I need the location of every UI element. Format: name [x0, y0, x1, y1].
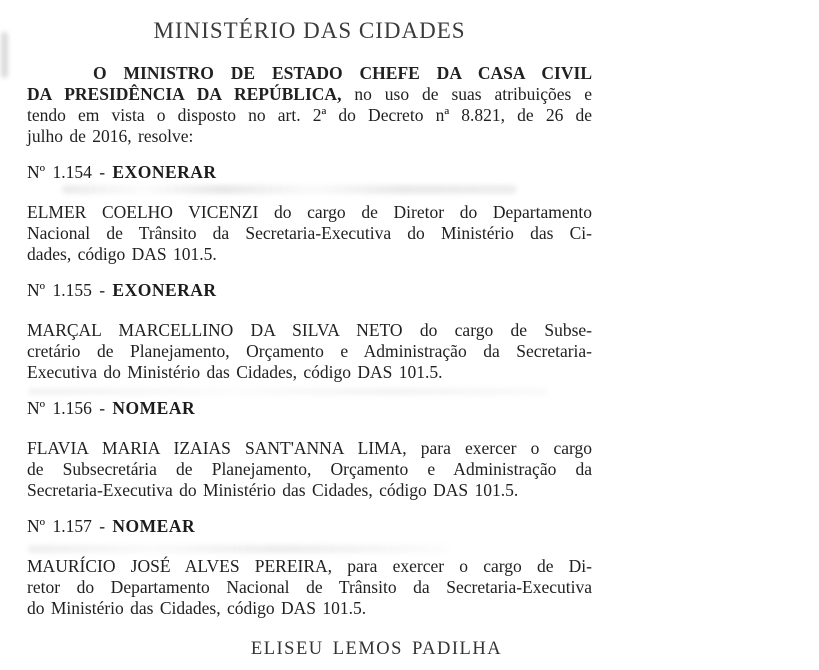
ordinance-number: Nº 1.156 -	[27, 398, 113, 418]
body-line: O MINISTRO DE ESTADO CHEFE DA CASA CIVIL	[93, 63, 592, 83]
body-line: de Subsecretária de Planejamento, Orçamento e Administração da	[27, 459, 592, 479]
intro-paragraph	[27, 63, 592, 147]
body-line: FLAVIA MARIA IZAIAS SANT'ANNA LIMA, para exercer o cargo	[27, 438, 592, 458]
body-line: MAURÍCIO JOSÉ ALVES PEREIRA, para exercer o cargo de Di-	[27, 556, 592, 576]
ordinance-body-1156	[27, 438, 592, 501]
ordinance-body-1155	[27, 320, 592, 383]
ordinance-number: Nº 1.154 -	[27, 162, 113, 182]
scan-artifact	[1, 32, 8, 78]
body-line: Secretaria-Executiva do Ministério das Cidades, código DAS 101.5.	[27, 480, 519, 500]
ordinance-body-1154	[27, 202, 592, 265]
ordinance-body-1157	[27, 556, 592, 619]
ordinance-heading-1156	[27, 398, 592, 419]
body-line: dades, código DAS 101.5.	[27, 244, 217, 264]
body-line: tendo em vista o disposto no art. 2ª do Decreto nª 8.821, de 26 de	[27, 105, 592, 125]
body-line: DA PRESIDÊNCIA DA REPÚBLICA, no uso de suas atribuições e	[27, 84, 592, 104]
doc-title: MINISTÉRIO DAS CIDADES	[153, 18, 466, 43]
ordinance-action: EXONERAR	[112, 280, 217, 300]
signature-name: ELISEU LEMOS PADILHA	[250, 639, 503, 659]
ordinance-action: EXONERAR	[112, 162, 217, 182]
ordinance-number: Nº 1.157 -	[27, 516, 113, 536]
body-line: julho de 2016, resolve:	[27, 126, 194, 146]
ordinance-number: Nº 1.155 -	[27, 280, 113, 300]
ordinance-heading-1155	[27, 280, 592, 301]
body-line: MARÇAL MARCELLINO DA SILVA NETO do cargo de Subse-	[27, 320, 592, 340]
ordinance-action: NOMEAR	[112, 398, 196, 418]
body-line: Nacional de Trânsito da Secretaria-Executiva do Ministério das Ci-	[27, 223, 592, 243]
body-line: Executiva do Ministério das Cidades, código DAS 101.5.	[27, 362, 443, 382]
body-line: cretário de Planejamento, Orçamento e Administração da Secretaria-	[27, 341, 592, 361]
ordinance-heading-1157	[27, 516, 592, 537]
ordinance-action: NOMEAR	[112, 516, 196, 536]
body-line: do Ministério das Cidades, código DAS 101.5.	[27, 598, 367, 618]
ordinance-heading-1154	[27, 162, 592, 183]
body-line: retor do Departamento Nacional de Trânsito da Secretaria-Executiva	[27, 577, 592, 597]
body-line: ELMER COELHO VICENZI do cargo de Diretor do Departamento	[27, 202, 592, 222]
text-column	[27, 18, 592, 660]
